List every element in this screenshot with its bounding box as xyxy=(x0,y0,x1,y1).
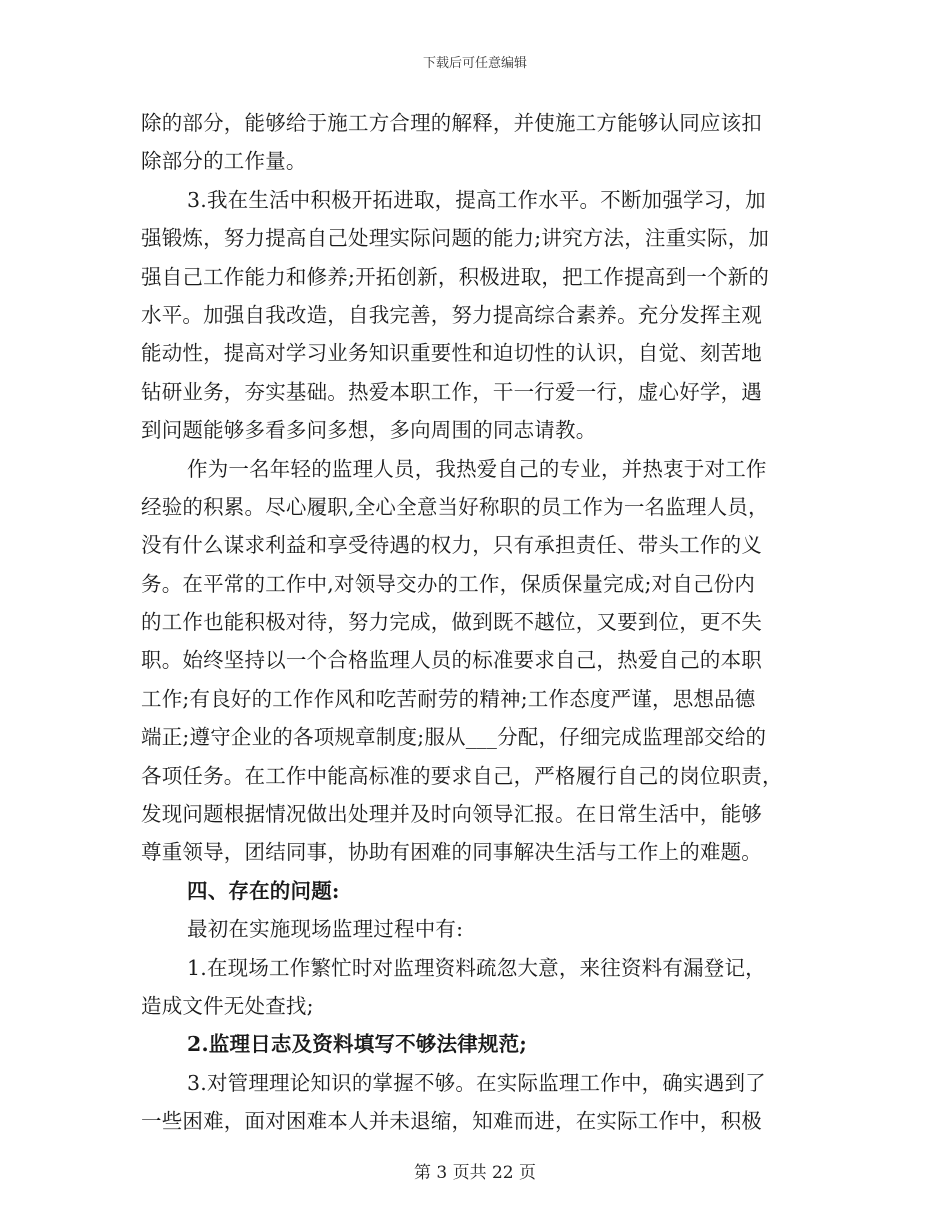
page-header: 下载后可任意编辑 xyxy=(422,56,527,71)
text-line: 职。始终坚持以一个合格监理人员的标准要求自己，热爱自己的本职 xyxy=(141,648,762,673)
page-footer: 第 3 页共 22 页 xyxy=(413,1163,537,1183)
text-line: 除的部分，能够给于施工方合理的解释，并使施工方能够认同应该扣 xyxy=(141,111,762,135)
text-line: 2.监理日志及资料填写不够法律规范; xyxy=(187,1032,528,1057)
text-line: 四、存在的问题: xyxy=(187,878,340,903)
text-line: 没有什么谋求利益和享受待遇的权力，只有承担责任、带头工作的义 xyxy=(141,533,762,558)
text-line: 强锻炼，努力提高自己处理实际问题的能力;讲究方法，注重实际，加 xyxy=(141,226,770,251)
text-line: 除部分的工作量。 xyxy=(141,149,307,174)
text-line: 3.我在生活中积极开拓进取，提高工作水平。不断加强学习，加 xyxy=(187,187,766,212)
text-line: 最初在实施现场监理过程中有: xyxy=(187,917,464,942)
text-line: 作为一名年轻的监理人员，我热爱自己的专业，并热衷于对工作 xyxy=(187,456,767,481)
text-line: 造成文件无处查找; xyxy=(141,993,314,1018)
text-line: 到问题能够多看多问多想，多向周围的同志请教。 xyxy=(141,418,597,443)
text-line: 工作;有良好的工作作风和吃苦耐劳的精神;工作态度严谨，思想品德 xyxy=(141,686,756,711)
text-line: 3.对管理理论知识的掌握不够。在实际监理工作中，确实遇到了 xyxy=(187,1070,766,1095)
text-line: 端正;遵守企业的各项规章制度;服从___分配，仔细完成监理部交给的 xyxy=(141,725,767,750)
text-line: 强自己工作能力和修养;开拓创新，积极进取，把工作提高到一个新的 xyxy=(141,264,770,289)
text-line: 经验的积累。尽心履职,全心全意当好称职的员工作为一名监理人员， xyxy=(141,494,769,519)
text-line: 尊重领导，团结同事，协助有困难的同事解决生活与工作上的难题。 xyxy=(141,840,762,865)
document-body xyxy=(141,104,801,1141)
text-line: 1.在现场工作繁忙时对监理资料疏忽大意，来往资料有漏登记， xyxy=(187,955,766,980)
text-line: 务。在平常的工作中,对领导交办的工作，保质保量完成;对自己份内 xyxy=(141,571,756,596)
text-line: 各项任务。在工作中能高标准的要求自己，严格履行自己的岗位职责， xyxy=(141,763,783,788)
text-line: 能动性，提高对学习业务知识重要性和迫切性的认识，自觉、刻苦地 xyxy=(141,341,762,366)
text-line: 发现问题根据情况做出处理并及时向领导汇报。在日常生活中，能够 xyxy=(141,802,762,827)
text-line: 的工作也能积极对待，努力完成，做到既不越位，又要到位，更不失 xyxy=(141,610,762,635)
text-line: 水平。加强自我改造，自我完善，努力提高综合素养。充分发挥主观 xyxy=(141,302,762,327)
text-line: 一些困难，面对困难本人并未退缩，知难而进，在实际工作中，积极 xyxy=(141,1109,762,1134)
text-line: 钻研业务，夯实基础。热爱本职工作，干一行爱一行，虚心好学，遇 xyxy=(141,379,762,404)
